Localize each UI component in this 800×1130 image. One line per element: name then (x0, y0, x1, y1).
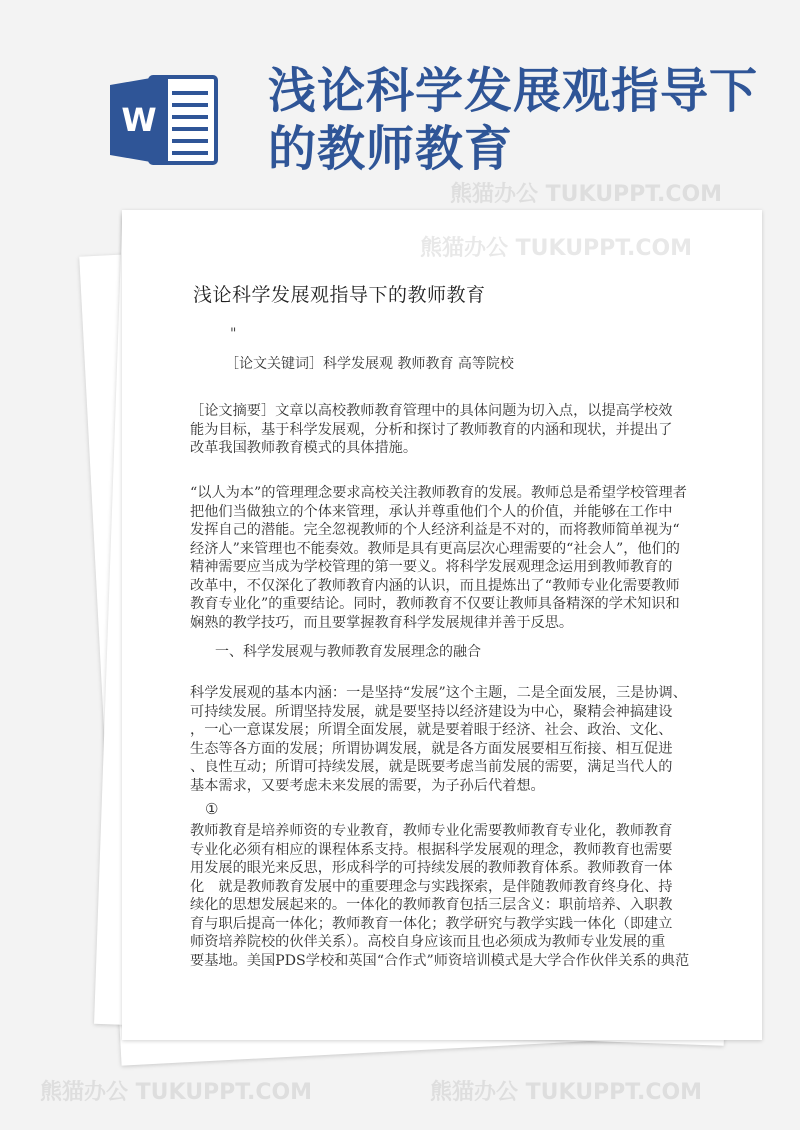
text-line: 娴熟的教学技巧，而且要掌握教育科学发展规律并善于反思。 (190, 614, 574, 631)
text-line: 生态等各方面的发展；所谓协调发展，就是各方面发展要相互衔接、相互促进 (190, 740, 673, 757)
svg-text:W: W (121, 101, 157, 139)
body-paragraph-1 (190, 484, 687, 632)
text-line: 、良性互动；所谓可持续发展，就是既要考虑当前发展的需要，满足当代人的 (190, 759, 673, 775)
watermark: 熊猫办公 TUKUPPT.COM (420, 236, 693, 261)
quote-mark: " (230, 326, 237, 342)
text-line: 能为目标，基于科学发展观，分析和探讨了教师教育的内涵和现状，并提出了 (190, 421, 673, 438)
text-line: ［论文摘要］文章以高校教师教育管理中的具体问题为切入点，以提高学校效 (190, 403, 673, 419)
text-line: 化 就是教师教育发展中的重要理念与实践探索，是伴随教师教育终身化、持 (190, 878, 673, 895)
text-line: 师资培养院校的伙伴关系）。高校自身应该而且也必须成为教师专业发展的重 (190, 934, 666, 950)
body-paragraph-2 (190, 684, 687, 795)
text-line: 教育专业化”的重要结论。同时，教师教育不仅要让教师具备精深的学术知识和 (190, 596, 680, 612)
body-paragraph-3 (190, 822, 690, 970)
banner-title-line: 的教师教育 (268, 121, 514, 177)
footnote-marker: ① (205, 800, 219, 818)
banner-title-line: 浅论科学发展观指导下 (268, 63, 759, 119)
section-heading: 一、科学发展观与教师教育发展理念的融合 (215, 644, 481, 660)
watermark: 熊猫办公 TUKUPPT.COM (430, 1080, 703, 1105)
text-line: 基本需求，又要考虑未来发展的需要，为子孙后代着想。 (190, 777, 545, 794)
text-line: 专业化必须有相应的课程体系支持。根据科学发展观的理念，教师教育也需要 (190, 841, 673, 858)
watermark: 熊猫办公 TUKUPPT.COM (40, 1080, 313, 1105)
text-line: 精神需要应当成为学校管理的第一要义。将科学发展观理念运用到教师教育的 (190, 559, 673, 575)
document-title: 浅论科学发展观指导下的教师教育 (193, 284, 486, 306)
word-document-icon (110, 75, 220, 165)
text-line: 发挥自己的潜能。完全忽视教师的个人经济利益是不对的，而将教师简单视为“ (190, 522, 680, 538)
text-line: 经济人”来管理也不能奏效。教师是具有更高层次心理需要的“社会人”，他们的 (190, 540, 680, 557)
text-line: 科学发展观的基本内涵：一是坚持“发展”这个主题，二是全面发展，三是协调、 (190, 685, 687, 701)
abstract-paragraph (190, 402, 673, 458)
text-line: ，一心一意谋发展；所谓全面发展，就是要着眼于经济、社会、政治、文化、 (190, 722, 673, 738)
text-line: 教师教育是培养师资的专业教育，教师专业化需要教师教育专业化，教师教育 (190, 823, 673, 839)
text-line: 可持续发展。所谓坚持发展，就是要坚持以经济建设为中心，聚精会神搞建设 (190, 703, 673, 720)
text-line: 用发展的眼光来反思，形成科学的可持续发展的教师教育体系。教师教育一体 (190, 860, 673, 876)
watermark: 熊猫办公 TUKUPPT.COM (450, 182, 723, 207)
text-line: 育与职后提高一体化；教师教育一体化；教学研究与教学实践一体化（即建立 (190, 915, 673, 932)
text-line: 改革我国教师教育模式的具体措施。 (190, 440, 418, 456)
text-line: 续化的思想发展起来的。一体化的教师教育包括三层含义：职前培养、入职教 (190, 897, 673, 913)
banner-title (268, 62, 758, 178)
keywords: ［论文关键词］科学发展观 教师教育 高等院校 (225, 356, 514, 372)
text-line: “以人为本”的管理理念要求高校关注教师教育的发展。教师总是希望学校管理者 (190, 485, 687, 501)
text-line: 要基地。美国PDS学校和英国“合作式”师资培训模式是大学合作伙伴关系的典范 (190, 952, 690, 969)
text-line: 改革中，不仅深化了教师教育内涵的认识，而且提炼出了“教师专业化需要教师 (190, 577, 680, 594)
text-line: 把他们当做独立的个体来管理，承认并尊重他们个人的价值，并能够在工作中 (190, 503, 673, 520)
